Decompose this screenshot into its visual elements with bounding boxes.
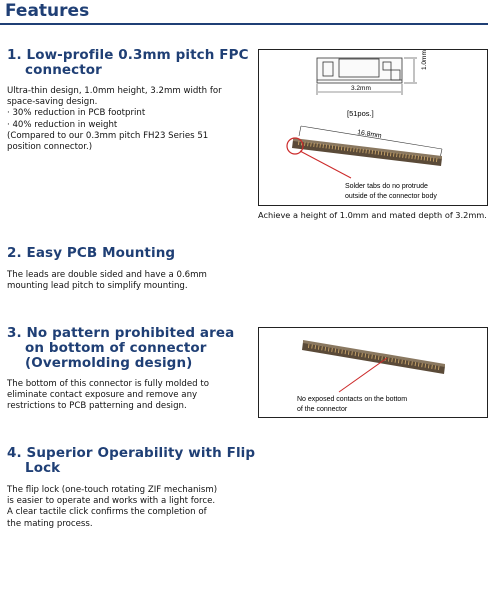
connector-pin: [436, 158, 437, 162]
section-4-body-line: the mating process.: [7, 518, 93, 529]
connector-pin: [393, 153, 394, 157]
figure-1-caption: Achieve a height of 1.0mm and mated depth of 3.2mm.: [258, 210, 487, 220]
connector-pin: [397, 153, 398, 157]
section-3-body: [7, 379, 209, 413]
connector-pin: [332, 145, 333, 149]
section-3-title-line: on bottom of connector: [25, 340, 207, 356]
connector-pin: [341, 146, 342, 150]
section-2-title-line: 2. Easy PCB Mounting: [7, 245, 176, 261]
bottom-pointer: [339, 358, 387, 392]
highlight-pointer: [300, 151, 351, 178]
section-1-body-line: (Compared to our 0.3mm pitch FH23 Series 51: [7, 130, 209, 141]
connector-pin: [332, 348, 333, 352]
connector-pin: [388, 358, 389, 362]
connector-pin: [438, 366, 439, 370]
connector-pin: [320, 144, 321, 148]
connector-pin: [348, 351, 349, 355]
connector-pin: [422, 363, 423, 367]
section-1-body-line: · 40% reduction in weight: [7, 119, 118, 130]
connector-pin: [365, 354, 366, 358]
connector-pin: [326, 144, 327, 148]
figure-1-frame: [258, 49, 488, 206]
section-3-title: [7, 326, 234, 371]
connector-pin: [335, 146, 336, 150]
connector-pin: [322, 346, 323, 350]
section-1-body-line: space-saving design.: [7, 97, 98, 108]
connector-bottom-photo: [302, 340, 445, 374]
connector-pin: [409, 155, 410, 159]
connector-pin: [315, 345, 316, 349]
connector-pin: [418, 363, 419, 367]
connector-pin: [375, 150, 376, 154]
connector-pin: [344, 147, 345, 151]
connector-pin: [317, 143, 318, 147]
connector-pin: [314, 143, 315, 147]
connector-pin: [430, 157, 431, 161]
section-1-body-line: position connector.): [7, 142, 93, 153]
connector-pin: [329, 145, 330, 149]
section-4-body: [7, 485, 217, 530]
section-3-title-line: (Overmolding design): [25, 355, 193, 371]
connector-pin: [400, 153, 401, 157]
connector-pin: [323, 144, 324, 148]
dim-height-label: 1.0mm: [421, 50, 428, 70]
section-4-title: [7, 446, 255, 476]
connector-pin: [368, 354, 369, 358]
connector-photo: [292, 138, 442, 166]
connector-pin: [357, 148, 358, 152]
connector-pin: [408, 361, 409, 365]
section-2-body: [7, 270, 207, 292]
connector-pin: [405, 360, 406, 364]
section-1-body-line: · 30% reduction in PCB footprint: [7, 108, 146, 119]
connector-bottom-drawing: [259, 328, 487, 417]
connector-pin: [328, 347, 329, 351]
connector-drawing: [259, 50, 487, 205]
connector-pin: [381, 151, 382, 155]
section-4-body-line: is easier to operate and works with a light force.: [7, 496, 216, 507]
dim-length-label: 16.8mm: [356, 129, 383, 140]
connector-pin: [363, 149, 364, 153]
connector-pin: [298, 141, 299, 145]
section-2-body-line: The leads are double sided and have a 0.6mm: [7, 270, 207, 280]
connector-pin: [432, 365, 433, 369]
section-1-title-line: 1. Low-profile 0.3mm pitch FPC: [7, 47, 249, 63]
page-header: [0, 0, 499, 26]
connector-pin: [412, 155, 413, 159]
height-dimension: [404, 58, 417, 83]
figure-2-note-line: No exposed contacts on the bottom: [297, 396, 408, 403]
section-1-title: [7, 48, 249, 78]
connector-pin: [421, 156, 422, 160]
header-rule: [0, 23, 488, 25]
connector-pin: [395, 359, 396, 363]
connector-pin: [318, 346, 319, 350]
connector-pin: [338, 349, 339, 353]
section-4-title-line: Lock: [25, 460, 61, 476]
section-1-title-line: connector: [25, 62, 102, 78]
connector-pin: [358, 352, 359, 356]
connector-pin: [308, 344, 309, 348]
connector-pin: [375, 355, 376, 359]
page-title: Features: [5, 1, 90, 21]
connector-pin: [311, 143, 312, 147]
connector-pin: [372, 150, 373, 154]
connector-pin: [366, 149, 367, 153]
connector-pin: [392, 358, 393, 362]
connector-pin: [325, 347, 326, 351]
connector-pin: [398, 359, 399, 363]
connector-pin: [387, 152, 388, 156]
connector-pin: [433, 158, 434, 162]
connector-pin: [362, 353, 363, 357]
connector-pin: [435, 365, 436, 369]
connector-pin: [345, 350, 346, 354]
section-3-body-line: eliminate contact exposure and remove any: [7, 390, 198, 401]
section-1-body: [7, 86, 222, 153]
connector-pin: [427, 157, 428, 161]
connector-pin: [424, 156, 425, 160]
connector-pin: [369, 150, 370, 154]
connector-pin: [378, 356, 379, 360]
dim-width-label: 3.2mm: [351, 85, 371, 92]
connector-pin: [308, 142, 309, 146]
connector-pin: [347, 147, 348, 151]
connector-pin: [415, 362, 416, 366]
section-4-body-line: A clear tactile click confirms the completion of: [7, 507, 207, 518]
connector-pin: [415, 155, 416, 159]
positions-label: [51pos.]: [347, 109, 374, 118]
section-4-title-line: 4. Superior Operability with Flip: [7, 445, 256, 461]
figure-1-note-line: outside of the connector body: [345, 193, 437, 200]
connector-pin: [428, 364, 429, 368]
section-1-body-line: Ultra-thin design, 1.0mm height, 3.2mm width for: [7, 86, 222, 96]
connector-pin: [425, 364, 426, 368]
connector-pin: [360, 149, 361, 153]
figure-2-note-line: of the connector: [297, 406, 348, 413]
connector-pin: [338, 146, 339, 150]
section-3-body-line: The bottom of this connector is fully molded to: [7, 379, 209, 389]
connector-pin: [418, 156, 419, 160]
connector-pin: [403, 154, 404, 158]
connector-pin: [384, 152, 385, 156]
section-2-body-line: mounting lead pitch to simplify mounting.: [7, 281, 188, 292]
connector-pin: [335, 349, 336, 353]
connector-pin: [406, 154, 407, 158]
connector-pin: [382, 356, 383, 360]
section-3-body-line: restrictions to PCB patterning and design.: [7, 401, 187, 412]
figure-2-frame: [258, 327, 488, 418]
connector-pin: [390, 152, 391, 156]
section-4-body-line: The flip lock (one-touch rotating ZIF mechanism): [7, 485, 218, 495]
connector-pin: [305, 142, 306, 146]
section-3-title-line: 3. No pattern prohibited area: [7, 325, 235, 341]
connector-pin: [352, 351, 353, 355]
connector-pin: [342, 350, 343, 354]
connector-pin: [355, 352, 356, 356]
connector-pin: [412, 361, 413, 365]
connector-pin: [378, 151, 379, 155]
section-2-title: [7, 246, 175, 261]
connector-pin: [312, 345, 313, 349]
connector-pin: [354, 148, 355, 152]
connector-profile-drawing: [317, 58, 402, 83]
connector-pin: [351, 147, 352, 151]
connector-pin: [372, 355, 373, 359]
connector-pin: [402, 360, 403, 364]
figure-1-note-line: Solder tabs do no protrude: [345, 183, 428, 190]
